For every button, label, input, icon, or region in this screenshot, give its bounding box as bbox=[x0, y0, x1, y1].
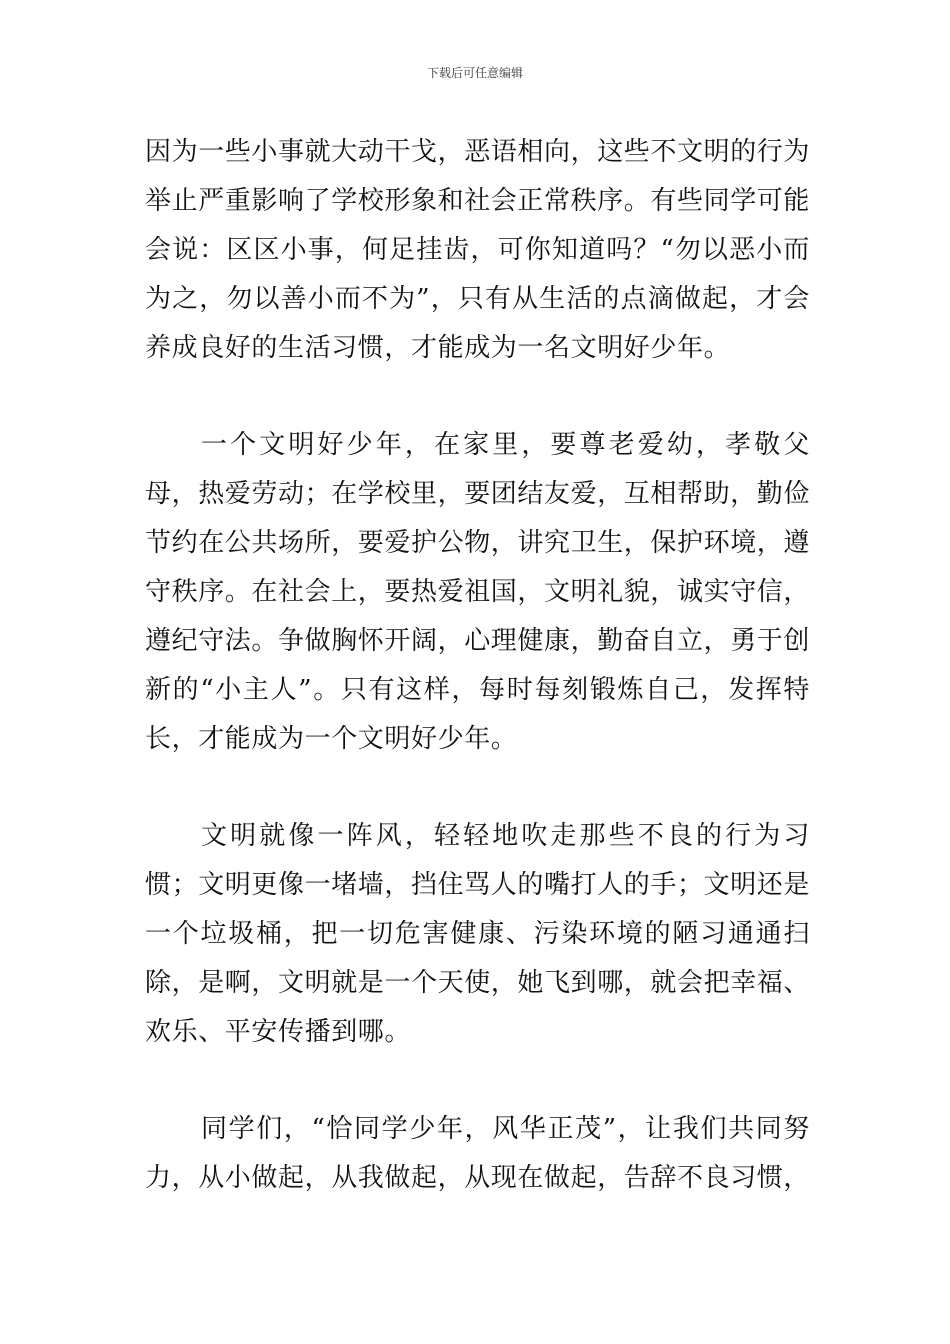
page-header: 下载后可任意编辑 bbox=[426, 66, 523, 80]
document-body bbox=[145, 128, 810, 1251]
paragraph-4: 同学们，“恰同学少年，风华正茂”，让我们共同努力，从小做起，从我做起，从现在做起，告辞不良习惯， bbox=[145, 1114, 811, 1193]
paragraph-1: 因为一些小事就大动干戈，恶语相向，这些不文明的行为举止严重影响了学校形象和社会正常秩序。有些同学可能会说：区区小事，何足挂齿，可你知道吗？“勿以恶小而为之，勿以善小而不为”，只有从生活的点滴做起，才会养成良好的生活习惯，才能成为一名文明好少年。 bbox=[145, 137, 811, 363]
paragraph-2: 一个文明好少年，在家里，要尊老爱幼，孝敬父母，热爱劳动；在学校里，要团结友爱，互相帮助，勤俭节约在公共场所，要爱护公物，讲究卫生，保护环境，遵守秩序。在社会上，要热爱祖国，文明礼貌，诚实守信，遵纪守法。争做胸怀开阔，心理健康，勤奋自立，勇于创新的“小主人”。只有这样，每时每刻锻炼自己，发挥特长，才能成为一个文明好少年。 bbox=[145, 430, 811, 754]
paragraph-3: 文明就像一阵风，轻轻地吹走那些不良的行为习惯；文明更像一堵墙，挡住骂人的嘴打人的手；文明还是一个垃圾桶，把一切危害健康、污染环境的陋习通通扫除，是啊，文明就是一个天使，她飞到哪，就会把幸福、欢乐、平安传播到哪。 bbox=[145, 821, 811, 1047]
